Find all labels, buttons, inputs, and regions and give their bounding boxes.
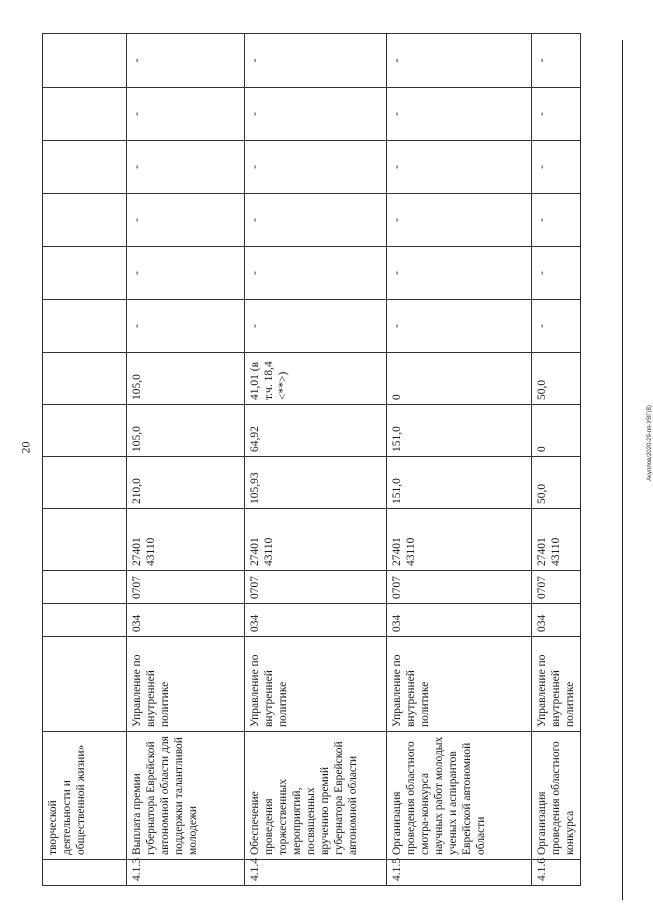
csr-code: 27401 43110 [387, 509, 532, 571]
col-4: - [245, 141, 387, 194]
value-year-1: 0 [532, 405, 581, 457]
total-value: 50,0 [532, 457, 581, 509]
grbs-code: 034 [127, 604, 245, 637]
value-year-2: 50,0 [532, 353, 581, 405]
col-3 [43, 194, 127, 247]
executor: Управление по внутренней политике [532, 637, 581, 732]
budget-table [42, 33, 581, 886]
table-row [532, 34, 581, 886]
grbs-code: 034 [387, 604, 532, 637]
rzpr-code: 0707 [387, 571, 532, 604]
value-year-1: 105,0 [127, 405, 245, 457]
row-number: 4.1.5 [387, 860, 532, 886]
value-year-2: 105,0 [127, 353, 245, 405]
col-2: - [245, 247, 387, 300]
csr-code: 27401 43110 [245, 509, 387, 571]
total-value: 210,0 [127, 457, 245, 509]
table-row [245, 34, 387, 886]
col-2: - [532, 247, 581, 300]
col-4: - [532, 141, 581, 194]
col-5: - [245, 88, 387, 141]
csr-code: 27401 43110 [532, 509, 581, 571]
measure-name: Организация проведения областного конкурса [532, 732, 581, 860]
csr-code: 27401 43110 [127, 509, 245, 571]
col-5: - [387, 88, 532, 141]
measure-name: творческой деятельности и общественной жизни» [43, 732, 127, 860]
csr-code [43, 509, 127, 571]
executor [43, 637, 127, 732]
page-number: 20 [18, 441, 33, 454]
total-value: 151,0 [387, 457, 532, 509]
measure-name: Организация проведения областного смотра-конкурса научных работ молодых ученых и аспирантов Еврейской автономной области [387, 732, 532, 860]
col-1: - [245, 300, 387, 353]
table-container [42, 34, 577, 886]
grbs-code: 034 [532, 604, 581, 637]
grbs-code [43, 604, 127, 637]
col-5: - [532, 88, 581, 141]
table-row [387, 34, 532, 886]
value-year-1: 151,0 [387, 405, 532, 457]
table-row [43, 34, 127, 886]
table-row [127, 34, 245, 886]
value-year-2 [43, 353, 127, 405]
col-6: - [532, 34, 581, 88]
row-number [43, 860, 127, 886]
executor: Управление по внутренней политике [245, 637, 387, 732]
edge-line-right [622, 40, 623, 900]
value-year-2: 41,01 (в т.ч. 18,4 <**>) [245, 353, 387, 405]
col-1 [43, 300, 127, 353]
col-2: - [127, 247, 245, 300]
col-2: - [387, 247, 532, 300]
total-value [43, 457, 127, 509]
col-4: - [387, 141, 532, 194]
col-3: - [387, 194, 532, 247]
measure-name: Выплата премии губернатора Еврейской автономной области для поддержки талантливой молодежи [127, 732, 245, 860]
executor: Управление по внутренней политике [387, 637, 532, 732]
total-value: 105,93 [245, 457, 387, 509]
rzpr-code: 0707 [245, 571, 387, 604]
col-6: - [245, 34, 387, 88]
rzpr-code [43, 571, 127, 604]
row-number: 4.1.3 [127, 860, 245, 886]
row-number: 4.1.4 [245, 860, 387, 886]
value-year-1: 64,92 [245, 405, 387, 457]
col-5 [43, 88, 127, 141]
grbs-code: 034 [245, 604, 387, 637]
col-1: - [387, 300, 532, 353]
col-5: - [127, 88, 245, 141]
row-number: 4.1.6 [532, 860, 581, 886]
rzpr-code: 0707 [127, 571, 245, 604]
measure-name: Обеспечение проведения торжественных мероприятий, посвященных вручению премий губернатора Еврейской автономной области [245, 732, 387, 860]
col-6 [43, 34, 127, 88]
col-3: - [245, 194, 387, 247]
col-6: - [387, 34, 532, 88]
col-4 [43, 141, 127, 194]
executor: Управление по внутренней политике [127, 637, 245, 732]
col-3: - [532, 194, 581, 247]
value-year-1 [43, 405, 127, 457]
rzpr-code: 0707 [532, 571, 581, 604]
col-2 [43, 247, 127, 300]
col-6: - [127, 34, 245, 88]
document-reference: Акуллов/2020-29-пп-УВГ(8) [647, 405, 653, 481]
col-4: - [127, 141, 245, 194]
col-1: - [532, 300, 581, 353]
value-year-2: 0 [387, 353, 532, 405]
col-1: - [127, 300, 245, 353]
col-3: - [127, 194, 245, 247]
